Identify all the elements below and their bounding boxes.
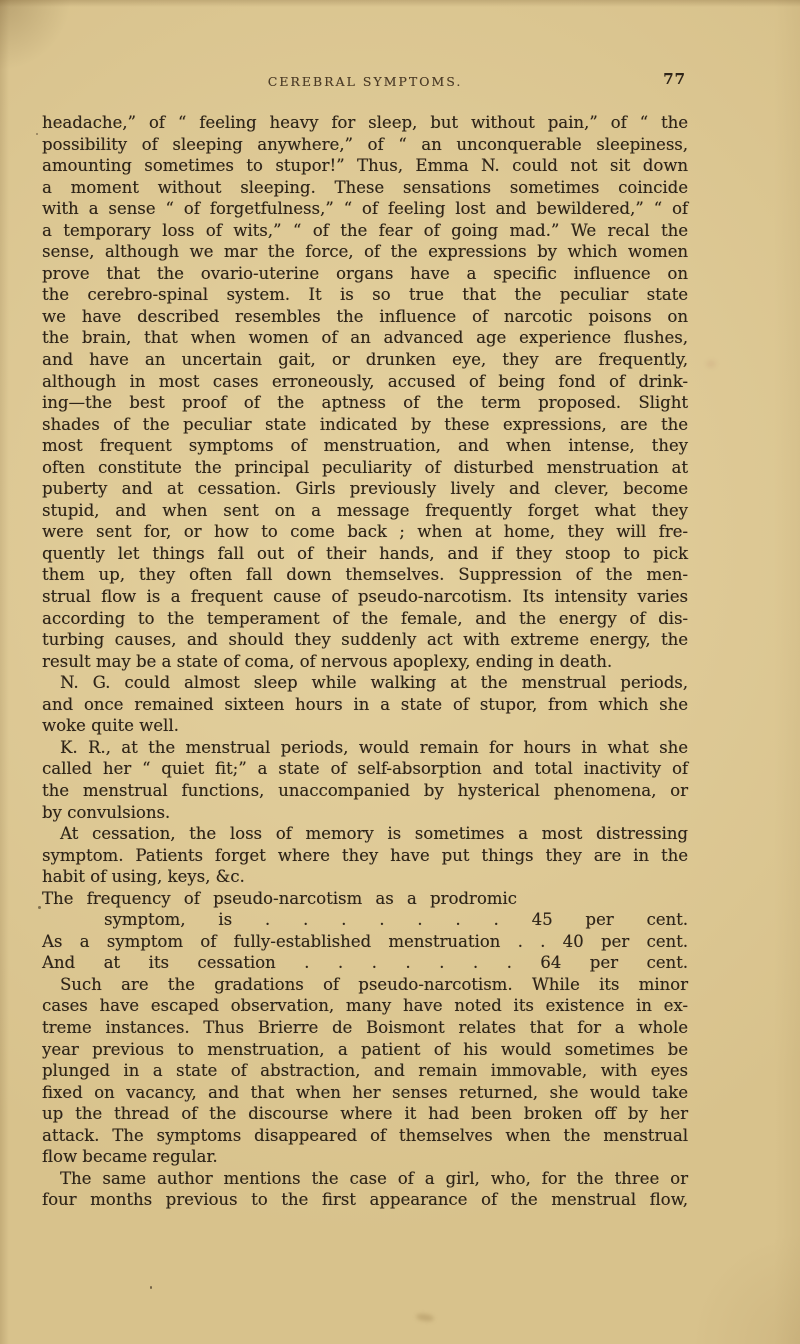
text-line-16: most frequent symptoms of menstruation, and when intense, they — [42, 436, 688, 456]
text-line-20: were sent for, or how to come back ; when at home, they will fre- — [42, 522, 688, 542]
text-line-31: called her “ quiet fit;” a state of self-absorption and total inactivity of — [42, 759, 688, 779]
ink-speck — [36, 133, 38, 135]
text-line-4: a moment without sleeping. These sensations sometimes coincide — [42, 177, 688, 197]
text-line-17: often constitute the principal peculiarity of disturbed menstruation at — [42, 457, 688, 477]
text-line-11: the brain, that when women of an advanced age experience flushes, — [42, 328, 688, 348]
text-line-23: strual flow is a frequent cause of pseudo-narcotism. Its intensity varies — [42, 587, 688, 607]
text-line-51: four months previous to the first appearance of the menstrual flow, — [42, 1190, 688, 1210]
text-line-27: N. G. could almost sleep while walking at the menstrual periods, — [60, 673, 688, 693]
text-line-35: symptom. Patients forget where they have put things they are in the — [42, 845, 688, 865]
text-line-15: shades of the peculiar state indicated by these expressions, are the — [42, 414, 688, 434]
text-line-5: with a sense “ of forgetfulness,” “ of feeling lost and bewildered,” “ of — [42, 199, 688, 219]
paper-stain — [416, 1313, 435, 1322]
text-line-25: turbing causes, and should they suddenly act with extreme energy, the — [42, 630, 688, 650]
text-line-44: year previous to menstruation, a patient of his would sometimes be — [42, 1039, 688, 1059]
text-line-26: result may be a state of coma, of nervous apoplexy, ending in death. — [42, 651, 613, 671]
text-line-24: according to the temperament of the female, and the energy of dis- — [42, 608, 688, 628]
text-line-36: habit of using, keys, &c. — [42, 867, 245, 887]
body-text — [42, 112, 688, 1211]
ink-speck — [38, 906, 41, 909]
text-line-1: headache,” of “ feeling heavy for sleep, but without pain,” of “ the — [42, 113, 688, 132]
running-header-title: CEREBRAL SYMPTOMS. — [267, 74, 463, 89]
text-line-7: sense, although we mar the force, of the expressions by which women — [42, 242, 688, 262]
text-line-33: by convulsions. — [42, 802, 171, 822]
text-line-2: possibility of sleeping anywhere,” of “ an unconquerable sleepiness, — [42, 134, 688, 154]
text-line-9: the cerebro-spinal system. It is so true that the peculiar state — [42, 285, 688, 305]
text-line-6: a temporary loss of wits,” “ of the fear of going mad.” We recal the — [42, 220, 688, 240]
text-line-48: attack. The symptoms disappeared of themselves when the menstrual — [42, 1125, 688, 1145]
text-line-22: them up, they often fall down themselves. Suppression of the men- — [42, 565, 688, 585]
text-line-39: As a symptom of fully-established menstruation . . 40 per cent. — [42, 931, 688, 951]
text-line-18: puberty and at cessation. Girls previously lively and clever, become — [42, 479, 688, 499]
text-line-21: quently let things fall out of their hands, and if they stoop to pick — [42, 543, 688, 563]
text-line-37: The frequency of pseudo-narcotism as a prodromic — [42, 888, 517, 908]
text-line-41: Such are the gradations of pseudo-narcotism. While its minor — [60, 974, 688, 994]
text-line-13: although in most cases erroneously, accused of being fond of drink- — [42, 371, 688, 391]
text-line-40: And at its cessation . . . . . . . 64 per cent. — [42, 953, 688, 973]
text-line-34: At cessation, the loss of memory is sometimes a most distressing — [60, 824, 688, 844]
text-line-47: up the thread of the discourse where it had been broken off by her — [42, 1104, 688, 1124]
text-line-28: and once remained sixteen hours in a state of stupor, from which she — [42, 694, 688, 714]
text-line-49: flow became regular. — [42, 1147, 218, 1167]
page-number: 77 — [663, 70, 686, 88]
paper-stain — [706, 360, 716, 368]
text-line-43: treme instances. Thus Brierre de Boismont relates that for a whole — [42, 1017, 688, 1037]
text-line-46: fixed on vacancy, and that when her senses returned, she would take — [42, 1082, 688, 1102]
text-line-14: ing—the best proof of the aptness of the term proposed. Slight — [42, 393, 688, 413]
text-line-38: symptom, is . . . . . . . 45 per cent. — [104, 910, 688, 930]
text-line-42: cases have escaped observation, many have noted its existence in ex- — [42, 996, 688, 1016]
text-line-10: we have described resembles the influence of narcotic poisons on — [42, 306, 688, 326]
text-line-19: stupid, and when sent on a message frequently forget what they — [42, 500, 688, 520]
text-line-45: plunged in a state of abstraction, and remain immovable, with eyes — [42, 1061, 688, 1081]
ink-speck — [150, 1286, 152, 1289]
text-line-12: and have an uncertain gait, or drunken eye, they are frequently, — [42, 350, 688, 370]
text-line-32: the menstrual functions, unaccompanied by hysterical phenomena, or — [42, 780, 688, 800]
running-header — [42, 0, 688, 100]
text-line-8: prove that the ovario-uterine organs have a specific influence on — [42, 263, 688, 283]
text-line-3: amounting sometimes to stupor!” Thus, Emma N. could not sit down — [42, 156, 688, 176]
text-line-30: K. R., at the menstrual periods, would remain for hours in what she — [60, 737, 688, 757]
text-line-50: The same author mentions the case of a girl, who, for the three or — [60, 1168, 688, 1188]
text-line-29: woke quite well. — [42, 716, 179, 736]
